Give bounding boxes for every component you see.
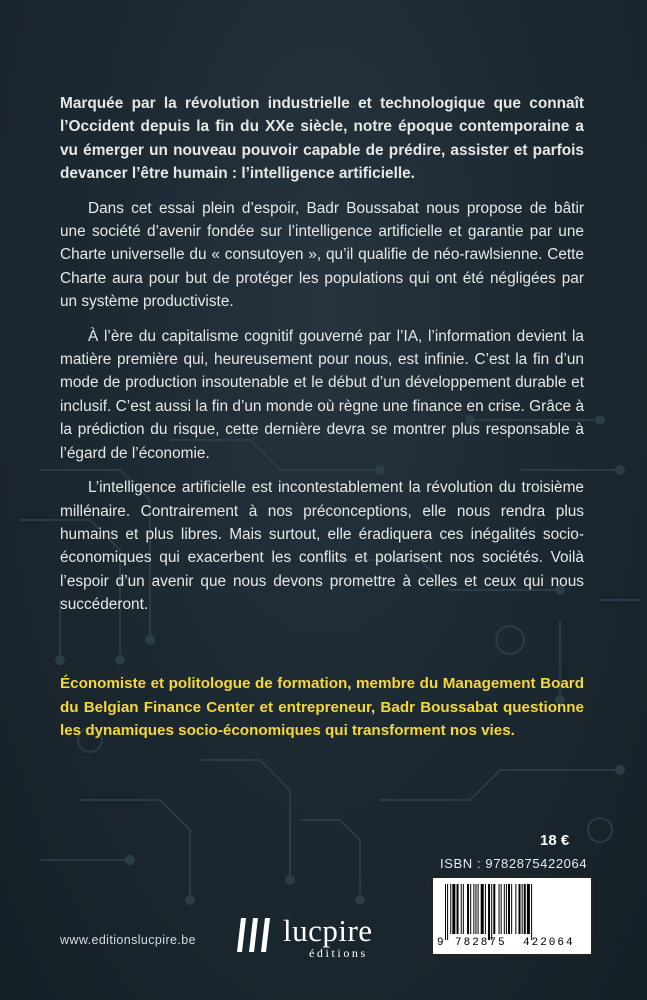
publisher-subtitle: éditions (309, 946, 368, 960)
isbn-label: ISBN : 9782875422064 (440, 856, 588, 871)
barcode-bar (491, 884, 492, 940)
barcode-bar (481, 884, 484, 934)
blurb-paragraph-3: À l’ère du capitalisme cognitif gouverné par l’IA, l’information devient la matière première qui, heureusement pour nous, est infinie. C’est la fin d’un mode de production insoutenable et le début d’un développement durable et inclusif. C’est aussi la fin d’un monde où règne une finance en crise. Grâce à la prédiction du risque, cette dernière devra se montrer plus responsable à l’égard de l’économie. (60, 327, 584, 462)
blurb-paragraph-2: Dans cet essai plein d’espoir, Badr Boussabat nous propose de bâtir une société d’avenir fondée sur l’intelligence artificielle et garantie par une Charte universelle du « consutoyen », qu’il qualifie de néo-rawlsienne. Cette Charte aura pour but de protéger les populations qui ont été négligées par un système productiviste. (60, 199, 584, 311)
barcode-bar (522, 884, 523, 934)
blurb-paragraph-1: Marquée par la révolution industrielle et technologique que connaît l’Occident depuis la fin du XXe siècle, notre époque contemporaine a vu émerger un nouveau pouvoir capable de prédire, assister et parfois devancer l’être humain : l’intelligence artificielle. (60, 95, 584, 183)
barcode-digits-left: 782875 (455, 937, 507, 949)
barcode-bar (467, 884, 469, 934)
barcode-bar (463, 884, 464, 934)
barcode-bar (511, 884, 512, 934)
barcode-bar (488, 884, 490, 940)
barcode-digits-right: 422064 (523, 937, 575, 949)
barcode-bar (531, 884, 532, 940)
barcode-bar (519, 884, 521, 934)
isbn-barcode (431, 876, 593, 956)
barcode-bar (501, 884, 502, 934)
barcode-bar (493, 884, 495, 934)
publisher-logo (235, 912, 405, 962)
barcode-bar (457, 884, 459, 934)
barcode-bar (470, 884, 471, 934)
author-bio: Économiste et politologue de formation, membre du Management Board du Belgian Finance Center et entrepreneur, Badr Boussabat questionne les dynamiques socio-économiques qui transforment nos vies. (60, 675, 584, 739)
barcode-bar (447, 884, 448, 940)
barcode-bar (527, 884, 530, 934)
blurb-paragraph-4: L’intelligence artificielle est incontestablement la révolution du troisième millénaire. Contrairement à nos préconceptions, elle nous rendra plus humains et plus libres. Mais surtout, elle éradiquera ces inégalités socio-économiques qui exacerbent les conflits et polarisent nos sociétés. Voilà l’espoir d’un avenir que nous devons promettre à celles et ceux qui nous succéderont. (60, 479, 584, 614)
barcode-lead-digit: 9 (437, 937, 444, 949)
barcode-bar (452, 884, 455, 934)
publisher-name: lucpire (283, 913, 373, 948)
barcode-bar (475, 884, 476, 934)
barcode-bar (485, 884, 486, 934)
barcode-bar (445, 884, 446, 940)
barcode-bar (515, 884, 516, 934)
barcode-bar (508, 884, 510, 934)
back-cover-blurb (60, 92, 584, 628)
barcode-bar (499, 884, 500, 934)
barcode-bar (450, 884, 451, 934)
publisher-website: www.editionslucpire.be (60, 933, 196, 947)
barcode-bar (506, 884, 507, 934)
publisher-logo-bars-icon (235, 912, 279, 956)
barcode-bar (524, 884, 526, 934)
price: 18 € (540, 832, 570, 849)
barcode-bar (478, 884, 479, 934)
barcode-bar (473, 884, 474, 934)
barcode-bar (504, 884, 505, 934)
barcode-bar (461, 884, 462, 934)
barcode-bars (433, 878, 591, 940)
